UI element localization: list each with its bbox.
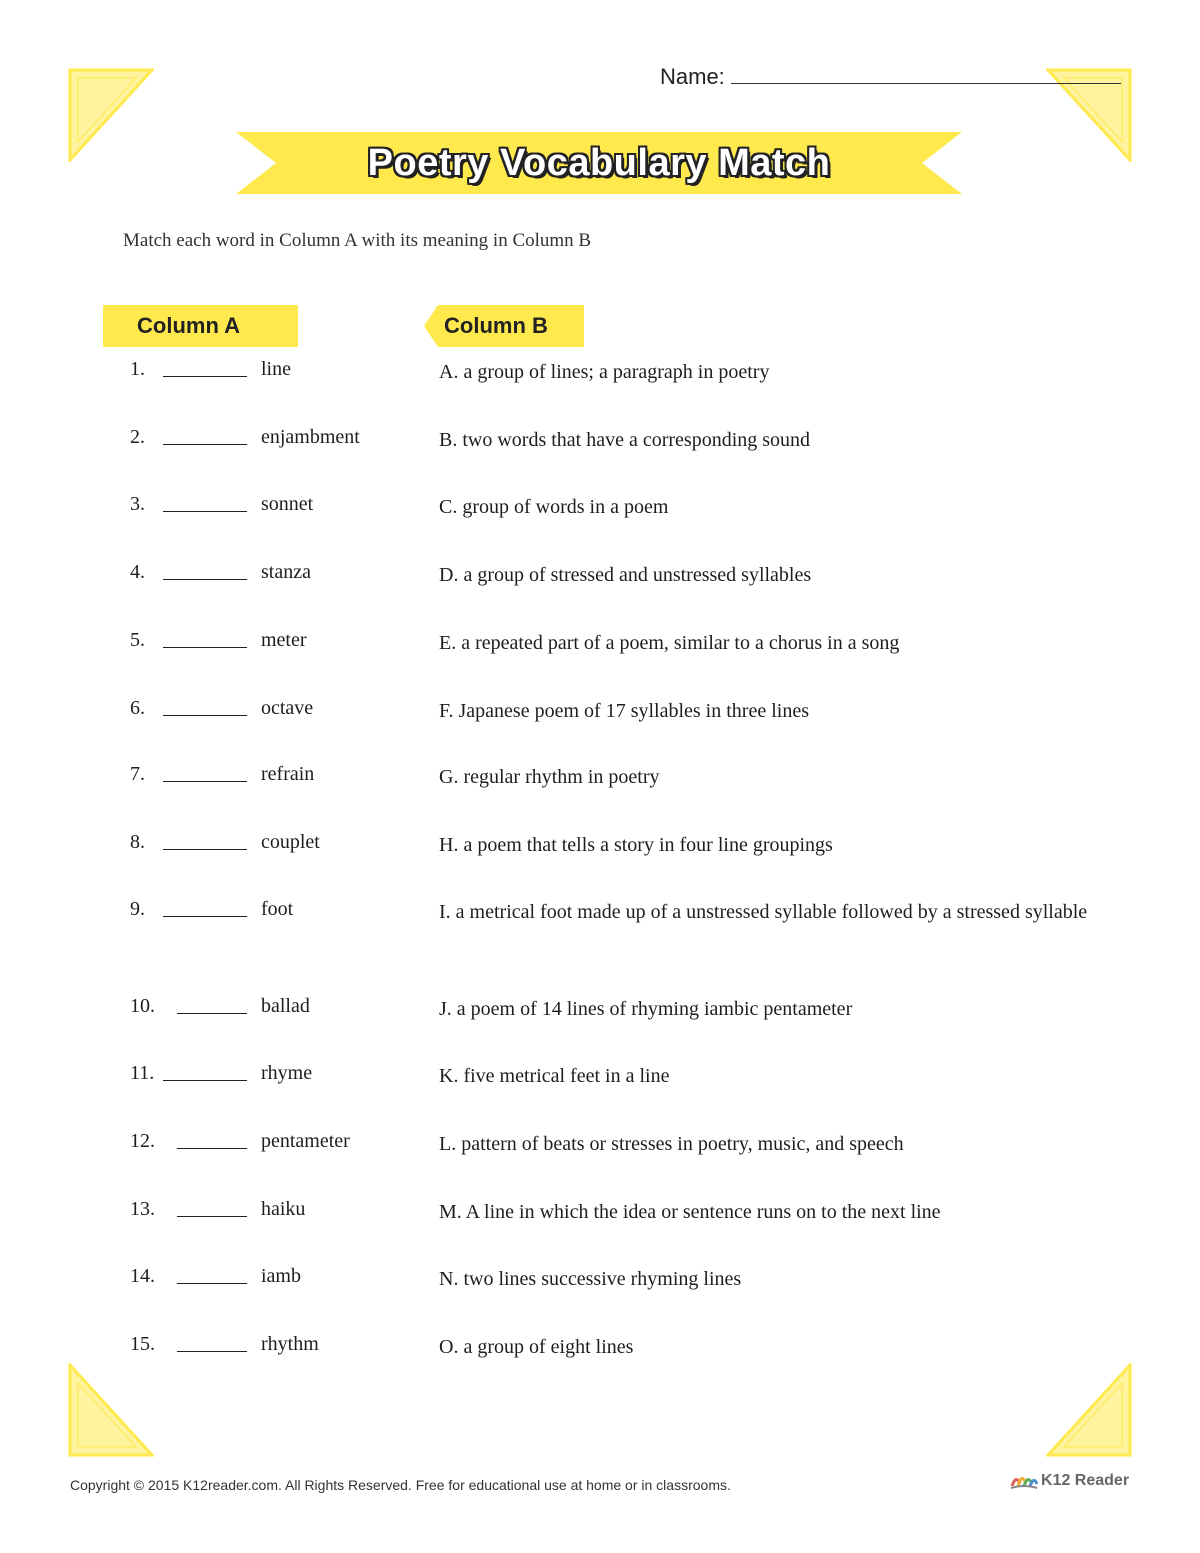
definition: B. two words that have a corresponding sound [439,429,811,451]
vocab-term: octave [261,697,314,719]
vocab-term: sonnet [261,493,314,515]
answer-blank[interactable] [163,916,247,917]
corner-decoration-bottom-right [1046,1363,1132,1457]
item-number: 9. [130,898,145,920]
item-number: 6. [130,697,145,719]
definition: N. two lines successive rhyming lines [439,1268,742,1290]
definition: F. Japanese poem of 17 syllables in three lines [439,700,809,722]
vocab-term: line [261,358,291,380]
definition: D. a group of stressed and unstressed syllables [439,564,812,586]
item-number: 13. [130,1198,155,1220]
item-number: 11. [130,1062,155,1084]
definition: G. regular rhythm in poetry [439,766,660,788]
definition: K. five metrical feet in a line [439,1065,670,1087]
copyright-footer: Copyright © 2015 K12reader.com. All Rights Reserved. Free for educational use at home or in classrooms. [70,1477,731,1493]
name-field[interactable] [660,64,1121,90]
definition: J. a poem of 14 lines of rhyming iambic pentameter [439,998,853,1020]
definition: A. a group of lines; a paragraph in poetry [439,361,770,383]
answer-blank[interactable] [177,1216,247,1217]
item-number: 14. [130,1265,155,1287]
vocab-term: enjambment [261,426,360,448]
vocab-term: foot [261,898,294,920]
vocab-term: rhythm [261,1333,319,1355]
item-number: 15. [130,1333,155,1355]
column-a-header [103,305,298,347]
answer-blank[interactable] [163,849,247,850]
item-number: 5. [130,629,145,651]
answer-blank[interactable] [177,1351,247,1352]
definition: M. A line in which the idea or sentence runs on to the next line [439,1201,941,1223]
vocab-term: refrain [261,763,315,785]
answer-blank[interactable] [163,444,247,445]
answer-blank[interactable] [177,1013,247,1014]
answer-blank[interactable] [163,1080,247,1081]
answer-blank[interactable] [163,511,247,512]
vocab-term: ballad [261,995,310,1017]
answer-blank[interactable] [163,647,247,648]
item-number: 3. [130,493,145,515]
answer-blank[interactable] [163,579,247,580]
item-number: 7. [130,763,145,785]
column-a-label: Column A [137,313,241,338]
book-leaf-icon [1010,1470,1038,1492]
name-label: Name: [660,64,725,89]
vocab-term: rhyme [261,1062,313,1084]
definition: H. a poem that tells a story in four line groupings [439,834,833,856]
vocab-term: couplet [261,831,320,853]
vocab-term: iamb [261,1265,301,1287]
page-title: Poetry Vocabulary Match [367,141,831,184]
answer-blank[interactable] [163,715,247,716]
column-b-label: Column B [444,313,548,338]
item-number: 2. [130,426,145,448]
corner-decoration-bottom-left [68,1363,154,1457]
definition: C. group of words in a poem [439,496,669,518]
answer-blank[interactable] [177,1283,247,1284]
instructions: Match each word in Column A with its meaning in Column B [123,230,592,251]
vocab-term: stanza [261,561,311,583]
definition: O. a group of eight lines [439,1336,634,1358]
definition: E. a repeated part of a poem, similar to a chorus in a song [439,632,900,654]
item-number: 10. [130,995,155,1017]
column-b-header [424,305,584,347]
item-number: 8. [130,831,145,853]
definition: I. a metrical foot made up of a unstressed syllable followed by a stressed syllable [439,901,1088,923]
vocab-term: pentameter [261,1130,350,1152]
corner-decoration-top-left [68,68,154,162]
answer-blank[interactable] [163,376,247,377]
k12-reader-logo [1010,1470,1129,1492]
item-number: 4. [130,561,145,583]
answer-blank[interactable] [163,781,247,782]
name-blank[interactable] [731,65,1121,84]
answer-blank[interactable] [177,1148,247,1149]
item-number: 12. [130,1130,155,1152]
logo-text: K12 Reader [1041,1472,1130,1489]
vocab-term: meter [261,629,307,651]
definition: L. pattern of beats or stresses in poetry, music, and speech [439,1133,904,1155]
vocab-term: haiku [261,1198,306,1220]
item-number: 1. [130,358,145,380]
